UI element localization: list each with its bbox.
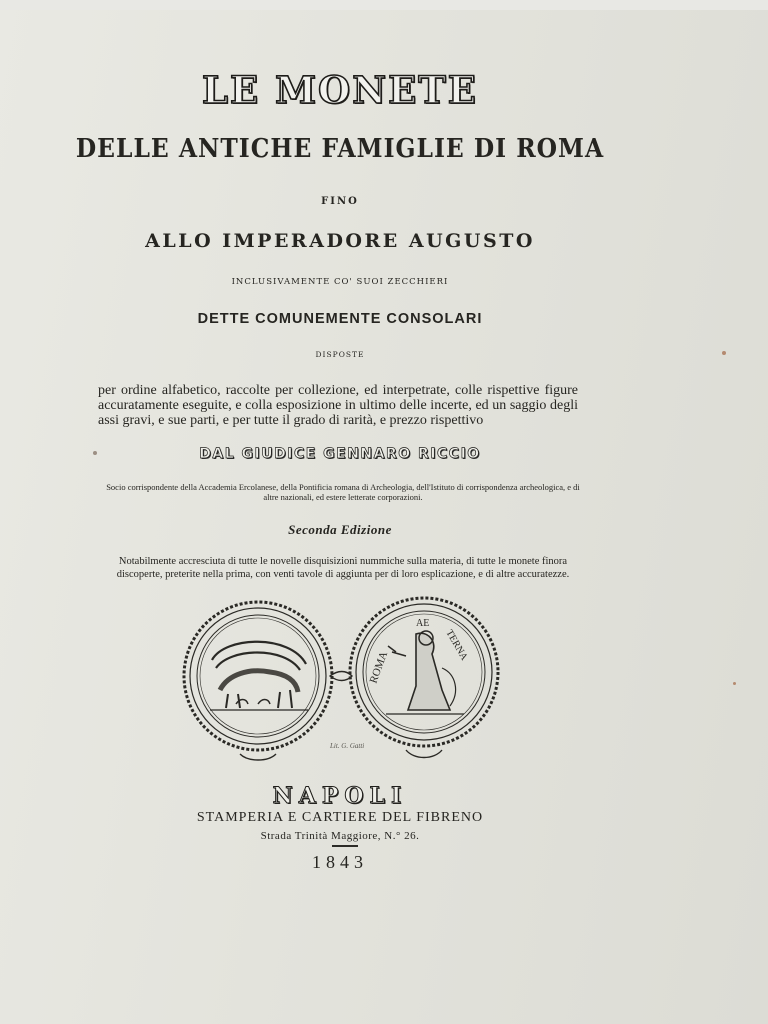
consular-line: DETTE COMUNEMENTE CONSOLARI xyxy=(197,311,483,327)
page-top-edge xyxy=(0,0,768,10)
author-affiliation: Socio corrispondente della Accademia Ercolanese, della Pontificia romana di Archeologia, dell'Istituto di corrispondenza archeologica, e di altre nazionali, ed estere letterate corporazioni. xyxy=(106,482,580,502)
coins-illustration xyxy=(180,594,510,769)
imprint-city: NAPOLI xyxy=(272,783,408,809)
imprint-year: 1843 xyxy=(312,852,368,872)
paper-spot xyxy=(722,351,726,355)
imprint-printer: STAMPERIA E CARTIERE DEL FIBRENO xyxy=(196,810,484,825)
inclusive-line: INCLUSIVAMENTE CO' SUOI ZECCHIERI xyxy=(231,277,449,287)
svg-text:TERNA: TERNA xyxy=(443,628,470,663)
subtitle: DELLE ANTICHE FAMIGLIE DI ROMA xyxy=(75,134,605,164)
description-paragraph: per ordine alfabetico, raccolte per collezione, ed interpetrate, colle rispettive figure accuratamente eseguite, e colla esposizione in ultimo delle incerte, ed un saggio degli assi gravi, e sue parti, e per tutte il grado di rarità, e prezzo rispettivo xyxy=(98,383,578,428)
edition-note: Notabilmente accresciuta di tutte le novelle disquisizioni nummiche sulla materia, di tutte le monete finora discoperte, preterite nella prima, con venti tavole di aggiunta per di loro esplicazione, e di altre accuratezze. xyxy=(116,556,570,580)
right-coin xyxy=(350,598,498,746)
paper-spot xyxy=(93,451,97,455)
svg-text:AE: AE xyxy=(416,618,430,629)
fino-text: FINO xyxy=(321,196,359,207)
svg-text:ROMA: ROMA xyxy=(367,649,391,686)
author-name: DAL GIUDICE GENNARO RICCIO xyxy=(199,446,481,462)
left-coin xyxy=(184,602,332,750)
imprint-address: Strada Trinità Maggiore, N.° 26. xyxy=(260,830,420,842)
divider-rule xyxy=(332,845,358,847)
paper-spot xyxy=(733,682,736,685)
edition-label: Seconda Edizione xyxy=(288,522,392,537)
engraver-caption: Lit. G. Gatti xyxy=(330,742,365,750)
emperor-line: ALLO IMPERADORE AUGUSTO xyxy=(145,230,535,252)
disposte-text: DISPOSTE xyxy=(315,350,365,359)
main-title: LE MONETE xyxy=(201,68,479,112)
